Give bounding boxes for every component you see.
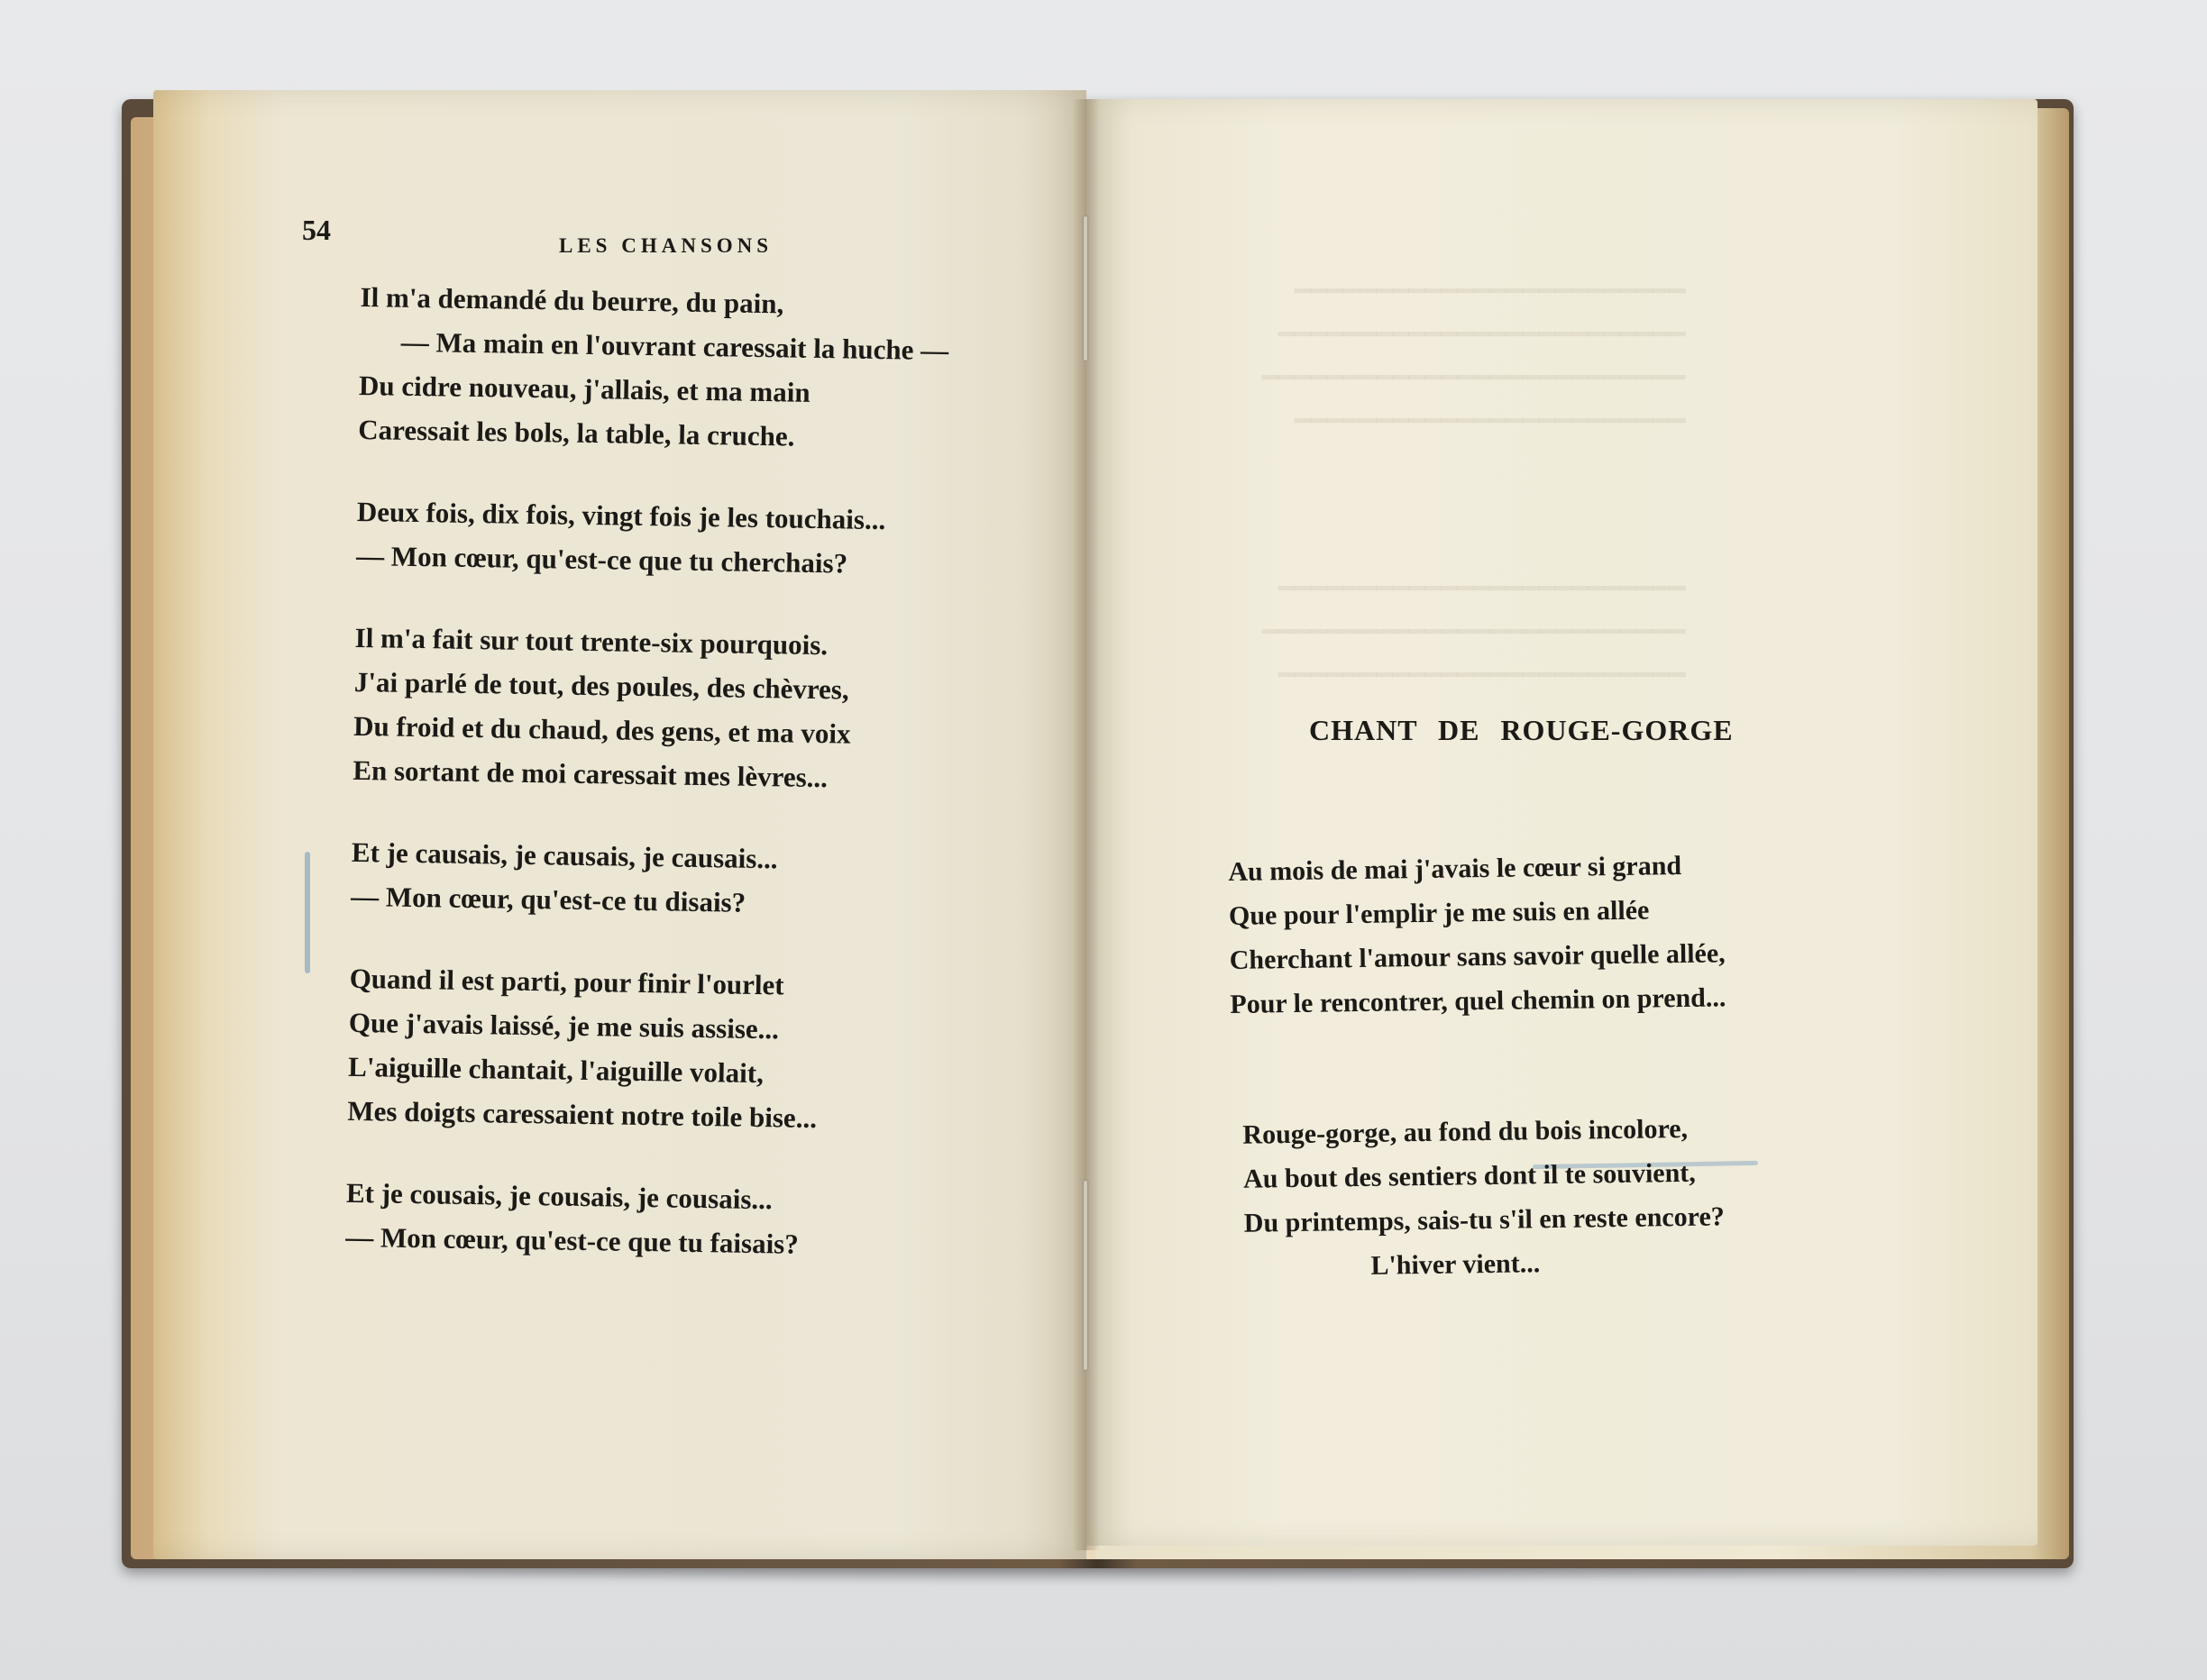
verse-line: Et je cousais, je cousais, je cousais... <box>345 1176 773 1216</box>
running-head: LES CHANSONS <box>559 234 774 257</box>
verse-line: — Mon cœur, qu'est-ce que tu faisais? <box>344 1220 800 1260</box>
verse-line: Mes doigts caressaient notre toile bise... <box>347 1094 818 1135</box>
stanza <box>1228 843 1726 1027</box>
stanza <box>353 616 944 801</box>
verse-line: J'ai parlé de tout, des poules, des chèvres, <box>353 665 849 706</box>
verse-line: — Mon cœur, qu'est-ce tu disais? <box>350 880 746 918</box>
page-number: 54 <box>302 214 331 246</box>
stanza <box>356 489 947 587</box>
binding-stitch <box>1084 216 1087 361</box>
stanza <box>351 830 941 927</box>
right-poem <box>1228 843 1731 1376</box>
stanza <box>345 1171 936 1268</box>
poem-title: CHANT DE ROUGE-GORGE <box>1309 714 1734 746</box>
verse-line: — Ma main en l'ouvrant caressait la huche — <box>400 325 949 367</box>
verse-line: Cherchant l'amour sans savoir quelle allée, <box>1229 938 1726 975</box>
show-through-texture: ━━━━━━━━━━━━━━━━━━━━━━━━━ ━━━━━━━━━━━━━━━━━━━━━━━━━━ ━━━━━━━━━━━━━━━━━━━━━━━━━ <box>1262 574 1686 690</box>
verse-line: Et je causais, je causais, je causais... <box>351 835 778 875</box>
binding-stitch <box>1084 1181 1087 1370</box>
verse-line: Que j'avais laissé, je me suis assise... <box>348 1006 780 1045</box>
verse-line: Il m'a fait sur tout trente-six pourquois. <box>354 621 829 662</box>
verse-line: Du cidre nouveau, j'allais, et ma main <box>358 369 810 408</box>
verse-line: Caressait les bols, la table, la cruche. <box>358 413 795 452</box>
verse-line: Que pour l'emplir je me suis en allée <box>1228 895 1650 931</box>
verse-line: Rouge-gorge, au fond du bois incolore, <box>1242 1113 1689 1150</box>
verse-line: Pour le rencontrer, quel chemin on prend... <box>1230 982 1726 1019</box>
verse-line: Du printemps, sais-tu s'il en reste encore? <box>1243 1201 1725 1238</box>
verse-line: Deux fois, dix fois, vingt fois je les touchais... <box>356 495 886 536</box>
verse-line: L'hiver vient... <box>1370 1248 1541 1281</box>
stanza <box>1242 1106 1730 1289</box>
pencil-margin-mark <box>305 852 310 973</box>
stanza <box>358 275 949 461</box>
stanza <box>347 956 939 1142</box>
verse-line: Au bout des sentiers dont il te souvient, <box>1242 1157 1697 1194</box>
left-poem <box>344 275 949 1306</box>
verse-line: Quand il est parti, pour finir l'ourlet <box>349 962 784 1001</box>
verse-line: En sortant de moi caressait mes lèvres... <box>353 753 829 794</box>
verse-line: L'aiguille chantait, l'aiguille volait, <box>347 1050 765 1090</box>
verse-line: Il m'a demandé du beurre, du pain, <box>360 280 784 320</box>
verse-line: — Mon cœur, qu'est-ce que tu cherchais? <box>355 539 848 580</box>
verse-line: Au mois de mai j'avais le cœur si grand <box>1228 850 1682 887</box>
verse-line: Du froid et du chaud, des gens, et ma voix <box>353 709 851 750</box>
show-through-texture: ━━━━━━━━━━━━━━━━━━━━━━━━ ━━━━━━━━━━━━━━━━━━━━━━━━━ ━━━━━━━━━━━━━━━━━━━━━━━━━━ ━━━━━━━━━━━━━━━━━━━━━━━━ <box>1262 277 1686 436</box>
